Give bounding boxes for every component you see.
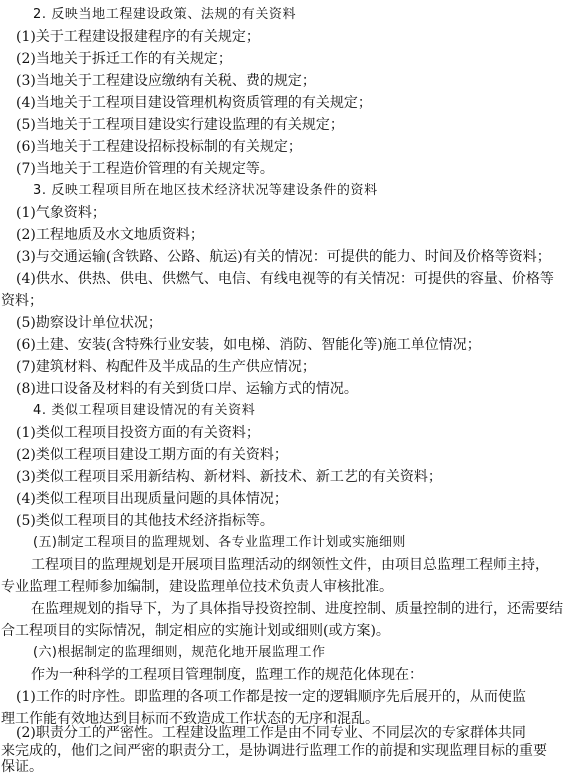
section-3-item-4: (4)供水、供热、供电、供燃气、电信、有线电视等的有关情况：可提供的容量、价格等 bbox=[16, 271, 554, 287]
part-6-item-2-line-2: 来完成的，他们之间严密的职责分工，是协调进行监理工作的前提和实现监理目标的重要 bbox=[1, 743, 547, 759]
section-3-heading: 3. 反映工程项目所在地区技术经济状况等建设条件的资料 bbox=[33, 183, 378, 198]
section-2-item-2: (2)当地关于拆迁工作的有关规定； bbox=[16, 51, 232, 67]
section-3-item-3: (3)与交通运输(含铁路、公路、航运)有关的情况：可提供的能力、时间及价格等资料； bbox=[16, 249, 551, 265]
part-6-item-2-line-3: 保证。 bbox=[1, 759, 43, 775]
section-3-item-5: (5)勘察设计单位状况； bbox=[16, 315, 162, 331]
part-5-para-1-line-2: 专业监理工程师参加编制，建设监理单位技术负责人审核批准。 bbox=[1, 579, 393, 595]
section-2-item-6: (6)当地关于工程建设招标投标制的有关规定； bbox=[16, 139, 302, 155]
part-5-heading: (五)制定工程项目的监理规划、各专业监理工作计划或实施细则 bbox=[33, 535, 406, 550]
part-5-para-2-line-2: 合工程项目的实际情况，制定相应的实施计划或细则(或方案)。 bbox=[1, 623, 390, 639]
section-2-heading: 2. 反映当地工程建设政策、法规的有关资料 bbox=[33, 7, 297, 22]
section-4-heading: 4. 类似工程项目建设情况的有关资料 bbox=[33, 403, 256, 418]
section-2-item-3: (3)当地关于工程建设应缴纳有关税、费的规定； bbox=[16, 73, 316, 89]
section-2-item-7: (7)当地关于工程造价管理的有关规定等。 bbox=[16, 161, 274, 177]
part-6-heading: (六)根据制定的监理细则，规范化地开展监理工作 bbox=[33, 645, 326, 660]
section-3-item-2: (2)工程地质及水文地质资料； bbox=[16, 227, 204, 243]
section-4-item-4: (4)类似工程项目出现质量问题的具体情况； bbox=[16, 491, 288, 507]
part-5-para-1-line-1: 工程项目的监理规划是开展项目监理活动的纲领性文件，由项目总监理工程师主持， bbox=[31, 557, 549, 573]
section-4-item-5: (5)类似工程项目的其他技术经济指标等。 bbox=[16, 513, 274, 529]
section-4-item-2: (2)类似工程项目建设工期方面的有关资料； bbox=[16, 447, 288, 463]
section-3-item-1: (1)气象资料； bbox=[16, 205, 106, 221]
part-5-para-2-line-1: 在监理规划的指导下，为了具体指导投资控制、进度控制、质量控制的进行，还需要结 bbox=[31, 601, 563, 617]
part-6-intro: 作为一种科学的工程项目管理制度，监理工作的规范化体现在： bbox=[31, 667, 423, 683]
section-3-item-8: (8)进口设备及材料的有关到货口岸、运输方式的情况。 bbox=[16, 381, 358, 397]
part-6-item-2-line-1: (2)职责分工的严密性。工程建设监理工作是由不同专业、不同层次的专家群体共同 bbox=[16, 725, 526, 741]
part-6-item-1-line-1: (1)工作的时序性。即监理的各项工作都是按一定的逻辑顺序先后展开的，从而使监 bbox=[16, 689, 526, 705]
section-4-item-3: (3)类似工程项目采用新结构、新材料、新技术、新工艺的有关资料； bbox=[16, 469, 442, 485]
section-3-item-4-cont: 资料； bbox=[1, 293, 43, 309]
section-3-item-6: (6)土建、安装(含特殊行业安装，如电梯、消防、智能化等)施工单位情况； bbox=[16, 337, 481, 353]
section-2-item-1: (1)关于工程建设报建程序的有关规定； bbox=[16, 29, 260, 45]
section-2-item-5: (5)当地关于工程项目建设实行建设监理的有关规定； bbox=[16, 117, 344, 133]
section-4-item-1: (1)类似工程项目投资方面的有关资料； bbox=[16, 425, 260, 441]
part-6-item-1-line-2: 理工作能有效地达到目标而不致造成工作状态的无序和混乱。 bbox=[1, 711, 379, 727]
section-3-item-7: (7)建筑材料、构配件及半成品的生产供应情况； bbox=[16, 359, 316, 375]
section-2-item-4: (4)当地关于工程项目建设管理机构资质管理的有关规定； bbox=[16, 95, 372, 111]
